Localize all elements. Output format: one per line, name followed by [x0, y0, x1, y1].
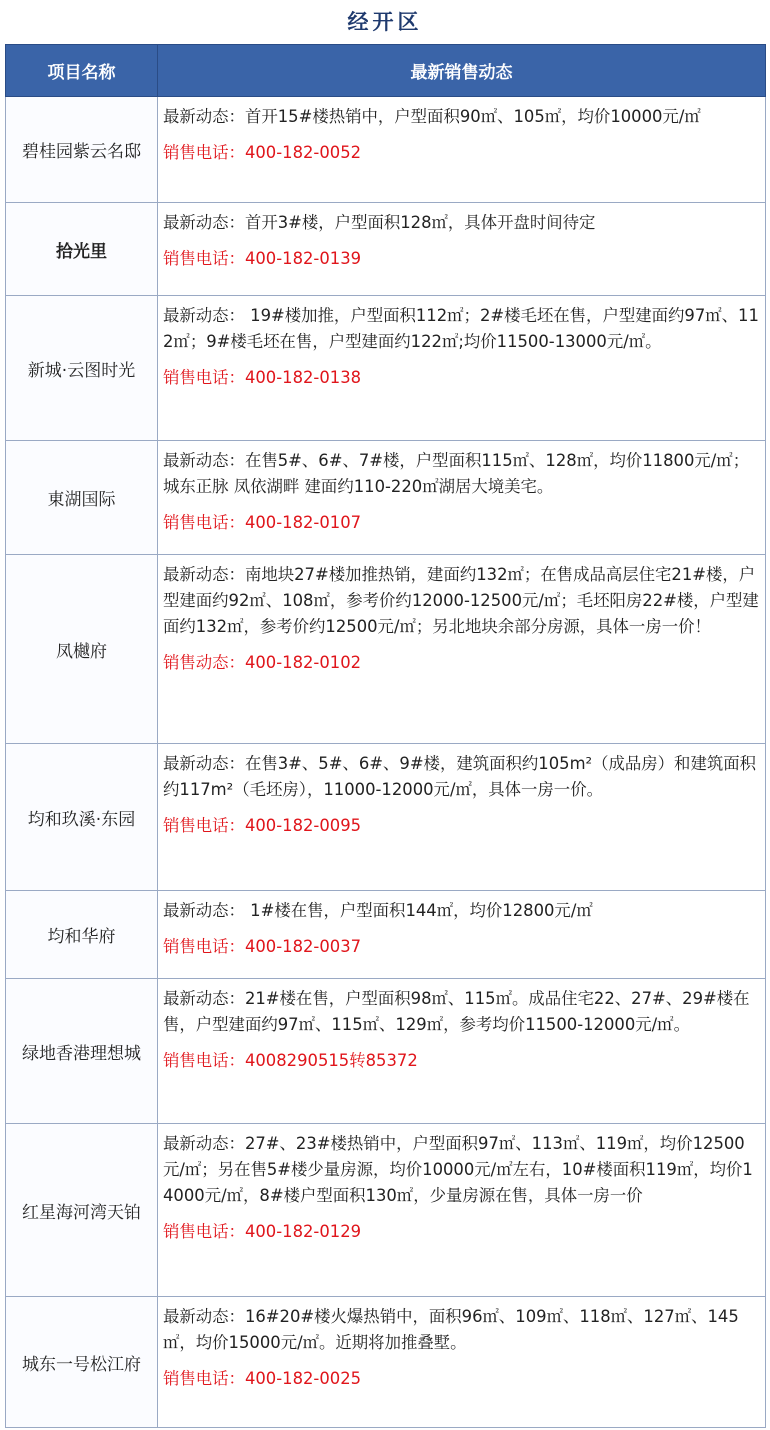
table-row: [6, 1297, 766, 1428]
sales-phone-text: 销售电话：400-182-0025: [163, 1369, 362, 1388]
sales-info-text: 最新动态：27#、23#楼热销中，户型面积97㎡、113㎡、119㎡，均价12500元/㎡；另在售5#楼少量房源，均价10000元/㎡左右，10#楼面积119㎡，均价14000元/㎡，8#楼户型面积130㎡，少量房源在售，具体一房一价: [163, 1134, 753, 1205]
sales-info-text: 最新动态：16#20#楼火爆热销中，面积96㎡、109㎡、118㎡、127㎡、145㎡，均价15000元/㎡。近期将加推叠墅。: [163, 1307, 739, 1352]
sales-phone-text: 销售动态：400-182-0102: [163, 653, 362, 672]
table-row: [6, 744, 766, 891]
sales-phone-text: 销售电话：400-182-0138: [163, 368, 362, 387]
project-name-cell: 城东一号松江府: [6, 1297, 158, 1428]
project-name-cell: 碧桂园紫云名邸: [6, 97, 158, 203]
sales-phone-text: 销售电话：4008290515转85372: [163, 1051, 418, 1070]
sales-info-text: 最新动态：首开15#楼热销中，户型面积90㎡、105㎡，均价10000元/㎡: [163, 107, 701, 126]
table-row: [6, 296, 766, 441]
table-row: [6, 1124, 766, 1297]
project-name-cell: 凤樾府: [6, 555, 158, 744]
sales-dynamic-cell: [158, 1297, 766, 1428]
sales-dynamic-cell: [158, 441, 766, 555]
sales-dynamic-cell: [158, 97, 766, 203]
sales-phone-text: 销售电话：400-182-0095: [163, 816, 362, 835]
page-title: 经开区: [347, 10, 423, 34]
table-row: [6, 555, 766, 744]
table-row: [6, 97, 766, 203]
project-name-cell: 绿地香港理想城: [6, 979, 158, 1124]
sales-dynamic-cell: [158, 296, 766, 441]
table-row: [6, 979, 766, 1124]
sales-dynamic-cell: [158, 203, 766, 296]
sales-table: [5, 44, 766, 1428]
project-name-cell: 均和华府: [6, 891, 158, 979]
project-name-cell: 拾光里: [6, 203, 158, 296]
sales-info-text: 最新动态：南地块27#楼加推热销，建面约132㎡；在售成品高层住宅21#楼，户型建面约92㎡、108㎡，参考价约12000-12500元/㎡；毛坯阳房22#楼，户型建面约132㎡，参考价约12500元/㎡；另北地块余部分房源，具体一房一价！: [163, 565, 759, 636]
table-body: [6, 97, 766, 1428]
sales-phone-text: 销售电话：400-182-0037: [163, 937, 362, 956]
sales-info-text: 最新动态：21#楼在售，户型面积98㎡、115㎡。成品住宅22、27#、29#楼在售，户型建面约97㎡、115㎡、129㎡，参考均价11500-12000元/㎡。: [163, 989, 750, 1034]
project-name-cell: 新城·云图时光: [6, 296, 158, 441]
sales-phone-text: 销售电话：400-182-0139: [163, 249, 362, 268]
sales-phone-text: 销售电话：400-182-0107: [163, 513, 362, 532]
sales-info-text: 最新动态：首开3#楼，户型面积128㎡，具体开盘时间待定: [163, 213, 596, 232]
sales-phone-text: 销售电话：400-182-0052: [163, 143, 362, 162]
project-name-cell: 均和玖溪·东园: [6, 744, 158, 891]
header-sales-dynamic: 最新销售动态: [158, 45, 766, 97]
project-name-cell: 東湖国际: [6, 441, 158, 555]
sales-info-text: 最新动态： 19#楼加推，户型面积112㎡；2#楼毛坯在售，户型建面约97㎡、112㎡；9#楼毛坯在售，户型建面约122㎡;均价11500-13000元/㎡。: [163, 306, 759, 351]
table-row: [6, 203, 766, 296]
sales-dynamic-cell: [158, 555, 766, 744]
header-project-name: 项目名称: [6, 45, 158, 97]
sales-info-text: 最新动态：在售5#、6#、7#楼，户型面积115㎡、128㎡，均价11800元/㎡；城东正脉 凤依湖畔 建面约110-220㎡湖居大境美宅。: [163, 451, 750, 496]
sales-info-text: 最新动态： 1#楼在售，户型面积144㎡，均价12800元/㎡: [163, 901, 593, 920]
sales-phone-text: 销售电话：400-182-0129: [163, 1222, 362, 1241]
table-row: [6, 441, 766, 555]
sales-dynamic-cell: [158, 1124, 766, 1297]
project-name-cell: 红星海河湾天铂: [6, 1124, 158, 1297]
sales-dynamic-cell: [158, 744, 766, 891]
table-row: [6, 891, 766, 979]
sales-info-text: 最新动态：在售3#、5#、6#、9#楼，建筑面积约105m²（成品房）和建筑面积约117m²（毛坯房），11000-12000元/㎡，具体一房一价。: [163, 754, 757, 799]
sales-dynamic-cell: [158, 979, 766, 1124]
table-header-row: [6, 45, 766, 97]
sales-dynamic-cell: [158, 891, 766, 979]
